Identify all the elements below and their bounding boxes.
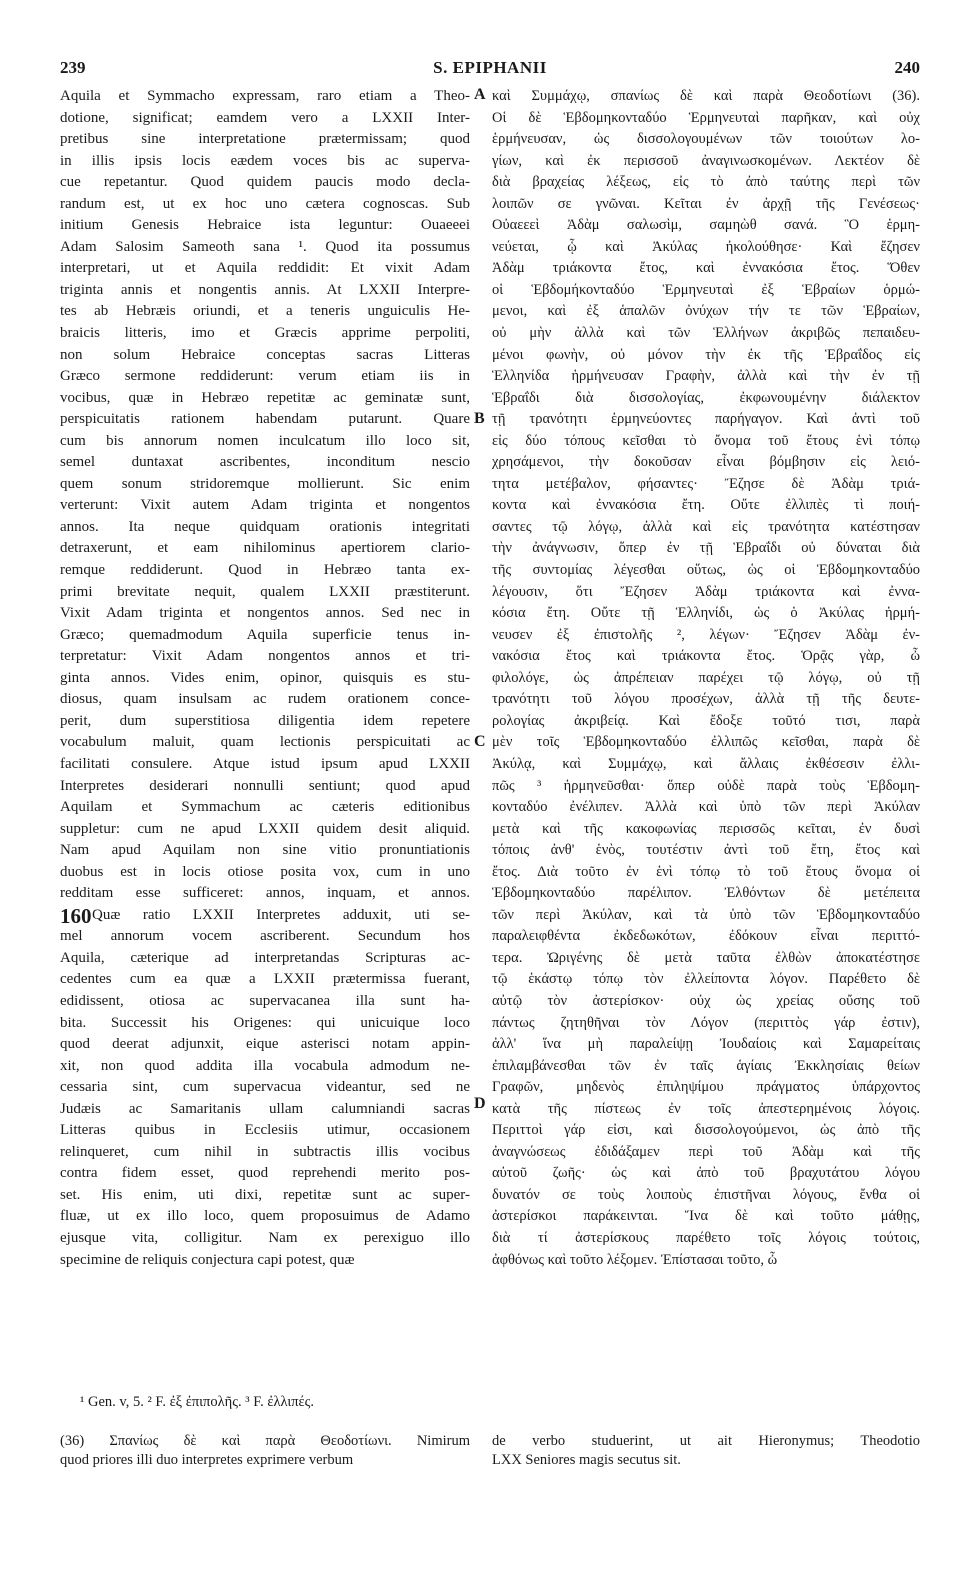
- greek-text-line: ἐπιλαμβάνεσθαι τῶν ἐν ταῖς ἁγίαις Ἐκκλησίαις θείων: [492, 1057, 920, 1074]
- greek-text-line: Οὐαεεεὶ Ἀδὰμ σαλωσὶμ, σαμηὼθ σανά. Ὃ ἑρμη-: [492, 217, 920, 234]
- greek-text-line: πῶς ³ ἡρμηνεῦσθαι· ὅπερ οὐδὲ παρὰ τοὺς Ἑβδομη-: [492, 777, 920, 794]
- latin-text-line: cedentes cum ea quæ a LXXII prætermissa fuerant,: [60, 971, 470, 988]
- greek-text-line: τητα μετέβαλον, φήσαντες· Ἔζησε δὲ Ἀδὰμ τριά-: [492, 475, 920, 492]
- footnote-line: quod priores illi duo interpretes exprimere verbum: [60, 1452, 354, 1468]
- greek-text-line: λοιπῶν σε γνῶναι. Κεῖται ἐν ἀρχῇ τῆς Γενέσεως·: [492, 195, 920, 212]
- greek-text-line: φιλολόγε, ὡς ἀπρέπειαν παρέχει τῷ λόγῳ, οὐ τῇ: [492, 669, 920, 686]
- latin-text-line: xit, non quod addita illa vocabula admodum ne-: [60, 1057, 470, 1074]
- latin-text-line: Græco sermone reddiderunt: verum etiam iis in: [60, 368, 470, 385]
- latin-text-line: Adam Salosim Sameoth sana ¹. Quod ita possumus: [60, 238, 470, 255]
- latin-text-line: duobus est in locis otiose posita vox, cum in uno: [60, 863, 470, 880]
- latin-text-line: vocabulum maluit, quam lectionis perspicuitati ac: [60, 734, 470, 751]
- greek-text-line: Ἀκύλᾳ, καὶ Συμμάχῳ, καὶ ἄλλαις ἐκθέσεσιν ἐλλι-: [492, 755, 920, 772]
- latin-text-line: specimine de reliquis conjectura capi potest, quæ: [60, 1251, 355, 1268]
- margin-letter-d: D: [474, 1095, 486, 1112]
- greek-text-line: τῷ ἑκάστῳ τόπῳ τὸν ἐλλείποντα λόγον. Παρέθετο δὲ: [492, 971, 920, 988]
- footnote-line: de verbo studuerint, ut ait Hieronymus; Theodotio: [492, 1433, 920, 1449]
- footnote-line: LXX Seniores magis secutus sit.: [492, 1452, 681, 1468]
- latin-text-line: ejusque vita, colligitur. Nam ex perexiguo illo: [60, 1229, 470, 1246]
- latin-text-line: randum est, ut ex hoc uno cætera cognoscas. Sub: [60, 195, 470, 212]
- greek-text-line: ἔτος. Διὰ τοῦτο ἐν ἑνὶ τόπῳ τὸ τοῦ ἔτους ὄνομα οἱ: [492, 863, 920, 880]
- latin-text-line: cue repetantur. Quod quidem paucis modo decla-: [60, 174, 470, 191]
- latin-text-line: terpretatur: Vixit Adam nongentos annos et tri-: [60, 648, 470, 665]
- latin-text-line: verterunt: Vixit autem Adam triginta et nongentos: [60, 497, 470, 514]
- latin-text-line: cessaria sint, cum supervacua videantur, sed ne: [60, 1079, 470, 1096]
- margin-letter-b: B: [474, 410, 485, 427]
- latin-text-line: pretibus sine interpretatione prætermissam; quod: [60, 131, 470, 148]
- greek-text-line: κονταδύο ἐνέλιπεν. Ἀλλὰ καὶ ὑπὸ τῶν περὶ Ἀκύλαν: [492, 799, 920, 816]
- latin-text-line: set. His enim, uti dixi, repetitæ sunt ac super-: [60, 1186, 470, 1203]
- latin-text-line: mel annorum vocem ascriberent. Secundum hos: [60, 928, 470, 945]
- footnote-references: ¹ Gen. v, 5. ² F. ἐξ ἐπιπολῆς. ³ F. ἐλλιπές.: [80, 1394, 315, 1410]
- greek-text-line: καὶ Συμμάχῳ, σπανίως δὲ καὶ παρὰ Θεοδοτίωνι (36).: [492, 88, 920, 104]
- running-header: [60, 58, 920, 80]
- column-marker-160: 160: [60, 903, 92, 928]
- greek-text-line: σαντες τῷ λόγῳ, ἀλλὰ καὶ εἰς τρανότητα κατέστησαν: [492, 518, 920, 535]
- latin-text-line: quod deerat adjunxit, eique asterisci notam appin-: [60, 1036, 470, 1053]
- greek-text-line: κόσια ἔτη. Οὔτε τῇ Ἑλληνίδι, ὡς ὁ Ἀκύλας ἡρμή-: [492, 605, 920, 622]
- greek-text-line: τρανότητι τοῦ λόγου προσέχων, ἀλλὰ τῇ τῆς δευτε-: [492, 691, 920, 708]
- latin-text-line: ginta annos. Vides enim, opinor, quisquis es stu-: [60, 669, 470, 686]
- greek-text-line: Ἑλληνίδα ἡρμήνευσαν Γραφὴν, ἀλλὰ καὶ τὴν ἐν τῇ: [492, 368, 920, 385]
- latin-text-line: relinqueret, cum nihil in subtractis illis vocibus: [60, 1143, 470, 1160]
- footnote-line: (36) Σπανίως δὲ καὶ παρὰ Θεοδοτίωνι. Nimirum: [60, 1433, 470, 1449]
- latin-text-line: interpretari, ut et Aquila reddidit: Et vixit Adam: [60, 260, 470, 277]
- greek-text-line: παραλειφθέντα ἐκδεδωκότων, ἐδόκουν εἶναι περιττό-: [492, 928, 920, 945]
- latin-text-line: Litteras quibus in Ecclesiis utimur, occasionem: [60, 1122, 470, 1139]
- footnote-left: [60, 1432, 470, 1470]
- latin-text-line: dotione, significat; eamdem vero a LXXII Inter-: [60, 109, 470, 126]
- latin-text-line: diosus, quam insulsam ac rudem orationem conce-: [60, 691, 470, 708]
- latin-text-line: Vixit Adam triginta et nongentos annos. Sed nec in: [60, 605, 470, 622]
- greek-text-line: αὐτοῦ ζωῆς· ὡς καὶ ἀπὸ τοῦ βραχυτάτου λόγου: [492, 1165, 920, 1182]
- latin-text-line: suppletur: cum ne apud LXXII quidem desit aliquid.: [60, 820, 470, 837]
- greek-text-line: ρολογίας ἀκριβείᾳ. Καὶ ἔδοξε τοῦτό τισι, παρὰ: [492, 712, 920, 729]
- greek-text-line: ἑρμήνευσαν, ὡς δισσολογουμένων τῶν τοιούτων λο-: [492, 131, 920, 148]
- latin-text-line: redditam esse sufficeret: annos, inquam, et annos.: [60, 885, 470, 902]
- latin-text-line: fluæ, ut ex illo loco, quem proposuimus de Adamo: [60, 1208, 470, 1225]
- latin-text-line: Interpretes desiderari nonnulli sentiunt; quod apud: [60, 777, 470, 794]
- greek-text-line: εἰς δύο τόπους κεῖσθαι τὸ ὄνομα τοῦ ἔτους ἑνὶ τόπῳ: [492, 432, 920, 449]
- latin-text-line: in illis ipsis locis eædem voces bis ac superva-: [60, 152, 470, 169]
- greek-text-line: Γραφῶν, μηδενὸς ἐπιληψίμου πράγματος ὑπάρχοντος: [492, 1079, 920, 1096]
- margin-letter-c: C: [474, 733, 486, 750]
- greek-text-line: τῆς συντομίας λέγεσθαι οὕτως, ὡς οἱ Ἑβδομηκονταδύο: [492, 562, 920, 579]
- latin-text-line: primi brevitate nequit, qualem LXXII præstiterunt.: [60, 583, 470, 600]
- greek-text-line: κοντα καὶ ἐννακόσια ἔτη. Οὔτε ἐλλιπὲς τὶ ποιή-: [492, 497, 920, 514]
- latin-text-line: Judæis ac Samaritanis ullam calumniandi sacras: [60, 1100, 470, 1117]
- greek-text-line: διὰ βραχείας λέξεως, εἰς τὸ ἀπὸ ταύτης περὶ τῶν: [492, 174, 920, 191]
- greek-text-line: ἀστερίσκοι παράκεινται. Ἵνα δὲ καὶ τοῦτο μάθῃς,: [492, 1208, 920, 1225]
- latin-text-line: semel duntaxat ascribentes, inconditum nescio: [60, 454, 470, 471]
- latin-text-line: perspicuitatis rationem habendam putarunt. Quare: [60, 411, 470, 428]
- latin-text-line: Quæ ratio LXXII Interpretes adduxit, uti se-: [92, 906, 470, 923]
- greek-text-line: μετὰ καὶ τῆς κακοφωνίας περισσῶς κεῖται, ἐν δυσὶ: [492, 820, 920, 837]
- greek-text-line: δυνατόν σε τοὺς λοιποὺς ἐπιστῆναι λόγους, ἔνθα οἱ: [492, 1186, 920, 1203]
- greek-column: [492, 86, 920, 1271]
- latin-text-line: tes ab Hebræis oriundi, et a teneris unguiculis He-: [60, 303, 470, 320]
- greek-text-line: Ἑβραΐδι διὰ δισσολογίας, ἐκφωνουμένην διάλεκτον: [492, 389, 920, 406]
- latin-text-line: edidissent, otiosa ac supervacanea illa sunt ha-: [60, 992, 470, 1009]
- greek-text-line: κατὰ τῆς πίστεως ἐν τοῖς ἀπεστερημένοις λόγοις.: [492, 1100, 920, 1117]
- latin-text-line: remque reddiderunt. Quod in Hebræo tanta ex-: [60, 562, 470, 579]
- greek-text-line: τόποις ἀνθ' ἑνὸς, τουτέστιν ἀντὶ τοῦ ἔτη, ἔτος καὶ: [492, 842, 920, 859]
- latin-text-line: Græco; quemadmodum Aquila superficie tenus in-: [60, 626, 470, 643]
- latin-text-line: bita. Successit his Origenes: qui unicuique loco: [60, 1014, 470, 1031]
- greek-text-line: οὐ μὴν ἀλλὰ καὶ τῶν Ἑλλήνων ἀκριβῶς πεπαιδευ-: [492, 325, 920, 342]
- running-title: S. EPIPHANII: [433, 58, 547, 77]
- greek-text-line: Ἀδὰμ τριάκοντα ἔτος, καὶ ἐννακόσια ἔτος. Ὅθεν: [492, 260, 920, 277]
- greek-text-line: αὐτῷ τὸν ἀστερίσκον· οὐχ ὡς χρείας οὔσης τοῦ: [492, 992, 920, 1009]
- greek-text-line: ἀφθόνως καὶ τοῦτο λέξομεν. Ἐπίστασαι τοῦτο, ὦ: [492, 1251, 778, 1268]
- right-page-number: 240: [894, 58, 920, 77]
- greek-text-line: τὴν ἀνάγνωσιν, ὅπερ ἐν τῇ Ἑβραΐδι οὐ δύναται διὰ: [492, 540, 920, 557]
- greek-text-line: τῇ τρανότητι ἑρμηνεύοντες παρήγαγον. Καὶ ἀντὶ τοῦ: [492, 411, 920, 428]
- latin-text-line: contra fidem esset, quod reprehendi merito pos-: [60, 1165, 470, 1182]
- latin-text-line: cum bis annorum nomen inculcatum illo loco sit,: [60, 432, 470, 449]
- latin-text-line: Nam apud Aquilam non sine vitio pronuntiationis: [60, 842, 470, 859]
- latin-text-line: triginta annis et nongentis annis. At LXXII Interpre-: [60, 281, 470, 298]
- latin-text-line: vocibus, quæ in Hebræo repetitæ ac geminatæ sunt,: [60, 389, 470, 406]
- latin-text-line: initium Genesis Hebraice ista leguntur: Ouaeeei: [60, 217, 470, 234]
- latin-text-line: detraxerunt, et eam nihilominus apertiorem clario-: [60, 540, 470, 557]
- latin-column: [60, 86, 470, 1271]
- greek-text-line: Οἱ δὲ Ἑβδομηκονταδύο Ἑρμηνευταὶ παρῆκαν, καὶ οὐχ: [492, 109, 920, 126]
- latin-text-line: Aquilam et Symmachum ac cæteris editionibus: [60, 799, 470, 816]
- latin-text-line: Aquila, cæterique ad interpretandas Scripturas ac-: [60, 949, 470, 966]
- latin-text-line: quem sonum stridoremque mollierunt. Sic enim: [60, 475, 470, 492]
- greek-text-line: νεύεται, ᾧ καὶ Ἀκύλας ἠκολούθησε· Καὶ ἔζησεν: [492, 238, 920, 255]
- left-page-number: 239: [60, 58, 86, 77]
- latin-text-line: facilitati consulere. Atque istud ipsum apud LXXII: [60, 755, 470, 772]
- latin-text-line: non solum Hebraice conceptas sacras Litteras: [60, 346, 470, 363]
- greek-text-line: μὲν τοῖς Ἑβδομηκονταδύο ἐλλιπῶς κεῖσθαι, παρὰ δὲ: [492, 734, 920, 751]
- latin-text-line: perit, dum superstitiosa diligentia idem repetere: [60, 712, 470, 729]
- footnote-right: [492, 1432, 920, 1470]
- greek-text-line: πάντως ζητηθῆναι τὸν Λόγον (περιττὸς γάρ ἐστιν),: [492, 1014, 920, 1031]
- greek-text-line: διὰ τί ἀστερίσκους παρέθετο τοῖς λόγοις τούτοις,: [492, 1229, 920, 1246]
- greek-text-line: λέγουσιν, ὅτι Ἔζησεν Ἀδὰμ τριάκοντα καὶ ἐννα-: [492, 583, 920, 600]
- margin-letter-a: A: [474, 86, 486, 103]
- latin-text-line: Aquila et Symmacho expressam, raro etiam a Theo-: [60, 88, 470, 104]
- greek-text-line: ἀλλ' ἵνα μὴ παραλείψῃ Ἰουδαίοις καὶ Σαμαρείταις: [492, 1036, 920, 1053]
- latin-text-line: annos. Ita neque quidquam orationis integritati: [60, 518, 470, 535]
- greek-text-line: οἱ Ἑβδομήκονταδύο Ἑρμηνευταὶ ἐξ Ἑβραίων ὁρμώ-: [492, 281, 920, 298]
- greek-text-line: τῶν περὶ Ἀκύλαν, καὶ τὰ ὑπὸ τῶν Ἑβδομηκονταδύο: [492, 906, 920, 923]
- greek-text-line: νακόσια ἔτος καὶ τριάκοντα ἔτος. Ὁρᾷς γὰρ, ὦ: [492, 648, 920, 665]
- greek-text-line: Περιττοὶ γάρ εἰσι, καὶ δισσολογούμενοι, ὡς ἀπὸ τῆς: [492, 1122, 920, 1139]
- greek-text-line: χρησάμενοι, τὴν δοκοῦσαν εἶναι βόμβησιν εἰς λειό-: [492, 454, 920, 471]
- greek-text-line: νευσεν ἐξ ἐπιστολῆς ², λέγων· Ἔζησεν Ἀδὰμ ἐν-: [492, 626, 920, 643]
- greek-text-line: τερα. Ὠριγένης δὲ μετὰ ταῦτα ἐλθὼν ἀποκατέστησε: [492, 949, 920, 966]
- greek-text-line: μένοι φωνὴν, οὐ μόνον τὴν ἐκ τῆς Ἑβραΐδος εἰς: [492, 346, 920, 363]
- greek-text-line: ἀναγνώσεως ἐδιδάξαμεν περὶ τοῦ Ἀδὰμ καὶ τῆς: [492, 1143, 920, 1160]
- greek-text-line: μενοι, καὶ ἐξ ἁπαλῶν ὀνύχων τήν τε τῶν Ἑβραίων,: [492, 303, 920, 320]
- latin-text-line: braicis litteris, imo et Græcis apprime perpoliti,: [60, 325, 470, 342]
- greek-text-line: γίων, καὶ ἐκ περισσοῦ ἀναγινωσκομένων. Λεκτέον δὲ: [492, 152, 920, 169]
- greek-text-line: Ἑβδομηκονταδύο παρέλιπον. Ἐλθόντων δὲ μετέπειτα: [492, 885, 920, 902]
